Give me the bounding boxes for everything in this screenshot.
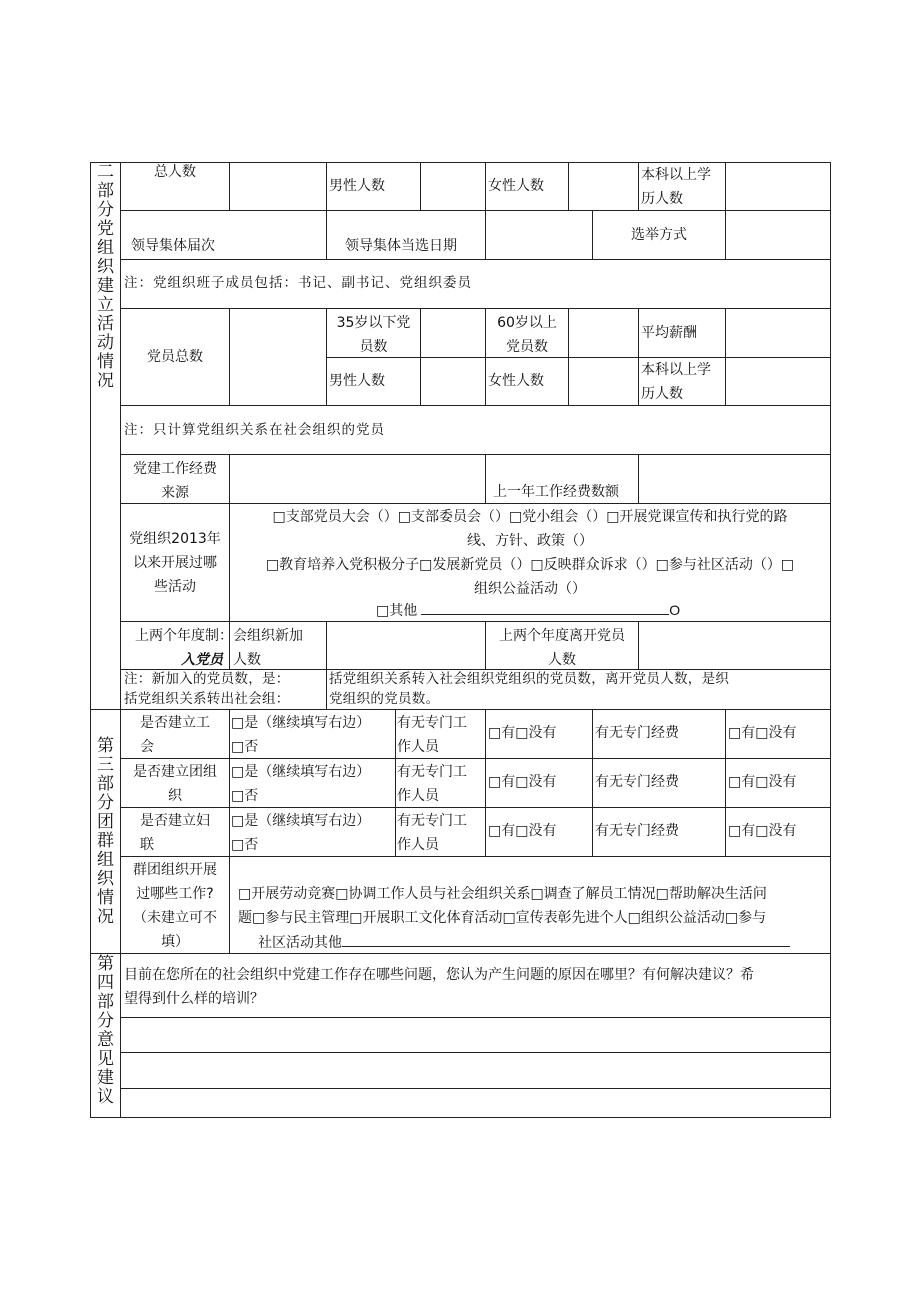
male-count-label: 男性人数 bbox=[329, 178, 385, 194]
note-left-line2: 括党组织关系转出社会组： bbox=[124, 691, 290, 707]
union-label bbox=[121, 711, 229, 759]
women-fed-fund-label: 有无专门经费 bbox=[595, 823, 679, 839]
group-work-line1-opts[interactable]: □开展劳动竞赛□协调工作人员与社会组织关系□调查了解员工情况□帮助解决生活问 bbox=[238, 886, 767, 902]
union-no-checkbox[interactable]: □否 bbox=[231, 739, 259, 755]
row-line bbox=[120, 259, 831, 260]
new-members-line2b: 人数 bbox=[233, 652, 261, 668]
activities-other-blank[interactable] bbox=[421, 598, 669, 615]
youth-league-yes-checkbox[interactable]: □是（继续填写右边） bbox=[231, 764, 371, 780]
col-line bbox=[485, 162, 486, 210]
female-count-field[interactable] bbox=[569, 163, 638, 210]
bachelor-count-field[interactable] bbox=[726, 163, 830, 210]
group-work-line4: 填） bbox=[161, 934, 189, 950]
member-change-note-left bbox=[124, 669, 326, 709]
group-work-line3: （未建立可不 bbox=[133, 910, 217, 926]
last-year-fund-label: 上一年工作经费数额 bbox=[493, 484, 619, 500]
women-staff-line1: 有无专门工 bbox=[397, 813, 467, 829]
under35-label-line2: 员数 bbox=[359, 339, 388, 355]
note-right-line2: 党组织的党员数。 bbox=[329, 691, 440, 707]
col-line bbox=[326, 669, 327, 709]
activities-label-line2: 以来开展过哪 bbox=[133, 555, 217, 571]
group-work-other-blank[interactable] bbox=[342, 930, 790, 947]
women-fed-choice[interactable] bbox=[231, 809, 395, 857]
left-members-field[interactable] bbox=[639, 622, 830, 669]
fund-source-line2: 来源 bbox=[161, 485, 189, 501]
union-choice[interactable] bbox=[231, 711, 395, 759]
member-bachelor-line1: 本科以上学 bbox=[641, 362, 711, 378]
youth-staff-line2: 作人员 bbox=[397, 788, 439, 804]
group-work-options[interactable] bbox=[232, 882, 828, 955]
last-year-fund-field[interactable] bbox=[639, 455, 830, 503]
youth-league-fund-label: 有无专门经费 bbox=[595, 774, 679, 790]
opinion-answer-line-2[interactable] bbox=[121, 1053, 830, 1088]
leader-term-label: 领导集体届次 bbox=[131, 238, 215, 254]
col-line bbox=[229, 856, 230, 953]
group-work-line2: 过哪些工作? bbox=[136, 886, 214, 902]
table-right-border bbox=[830, 162, 831, 1118]
election-method-field[interactable] bbox=[726, 211, 830, 259]
col-line bbox=[485, 709, 486, 856]
left-members-line2: 人数 bbox=[548, 652, 576, 668]
women-fed-staff-choice[interactable]: □有□没有 bbox=[488, 823, 557, 839]
member-bachelor-line2: 历人数 bbox=[641, 386, 683, 402]
youth-league-choice[interactable] bbox=[231, 760, 395, 808]
fund-source-field[interactable] bbox=[230, 455, 485, 503]
activities-other-checkbox[interactable]: □其他 bbox=[376, 603, 418, 619]
group-work-other-label: 社区活动其他 bbox=[258, 935, 342, 951]
avg-salary-field[interactable] bbox=[726, 309, 830, 357]
women-fed-staff-label bbox=[397, 809, 485, 857]
activities-line3[interactable]: □教育培养入党积极分子□发展新党员（）□反映群众诉求（）□参与社区活动（）□ bbox=[265, 557, 795, 573]
activities-other[interactable] bbox=[376, 598, 696, 623]
union-staff-line1: 有无专门工 bbox=[397, 715, 467, 731]
under35-field[interactable] bbox=[421, 309, 485, 357]
union-label-line1: 是否建立工 bbox=[140, 715, 210, 731]
section-4-label: 第四部分意见建议 bbox=[97, 954, 114, 1107]
youth-league-label bbox=[121, 760, 229, 808]
bachelor-count-label bbox=[641, 163, 725, 211]
member-male-field[interactable] bbox=[421, 358, 485, 405]
group-work-line1: 群团组织开展 bbox=[133, 862, 217, 878]
col-line bbox=[592, 709, 593, 856]
union-label-line2: 会 bbox=[140, 739, 154, 755]
female-count-label: 女性人数 bbox=[488, 178, 544, 194]
activities-line4[interactable]: 组织公益活动（） bbox=[474, 581, 586, 597]
women-fed-line1: 是否建立妇 bbox=[140, 813, 210, 829]
col-line bbox=[229, 503, 230, 621]
member-female-field[interactable] bbox=[569, 358, 638, 405]
women-fed-line2: 联 bbox=[140, 837, 154, 853]
opinion-question-line1: 目前在您所在的社会组织中党建工作存在哪些问题，您认为产生问题的原因在哪里？有何解决建议？希 bbox=[124, 967, 754, 983]
member-bachelor-label bbox=[641, 358, 725, 406]
union-staff-line2: 作人员 bbox=[397, 739, 439, 755]
table-bottom-border bbox=[90, 1117, 831, 1118]
youth-league-fund-choice[interactable]: □有□没有 bbox=[728, 774, 797, 790]
new-members-line2a: 入党员 bbox=[181, 652, 223, 668]
col-line bbox=[229, 709, 230, 856]
col-line bbox=[326, 210, 327, 259]
youth-league-line1: 是否建立团组 bbox=[133, 764, 217, 780]
opinion-question-line2: 望得到什么样的培训？ bbox=[124, 991, 264, 1007]
activities-label-line1: 党组织2013年 bbox=[129, 531, 221, 547]
col-line bbox=[326, 162, 327, 210]
party-committee-note: 注：党组织班子成员包括：书记、副书记、党组织委员 bbox=[124, 275, 472, 291]
women-fed-yes-checkbox[interactable]: □是（继续填写右边） bbox=[231, 813, 371, 829]
fund-source-label bbox=[121, 457, 229, 505]
women-fed-label bbox=[121, 809, 229, 857]
women-staff-line2: 作人员 bbox=[397, 837, 439, 853]
new-members-field[interactable] bbox=[327, 622, 485, 669]
union-fund-label: 有无专门经费 bbox=[595, 725, 679, 741]
under35-label-line1: 35岁以下党 bbox=[336, 315, 411, 331]
union-staff-label bbox=[397, 711, 485, 759]
women-fed-fund-choice[interactable]: □有□没有 bbox=[728, 823, 797, 839]
col-line bbox=[725, 709, 726, 856]
left-members-label bbox=[486, 624, 638, 672]
election-method-label: 选举方式 bbox=[631, 227, 687, 243]
activities-line1[interactable]: □支部党员大会（）□支部委员会（）□党小组会（）□开展党课宣传和执行党的路 bbox=[272, 509, 788, 525]
party-member-total-label: 党员总数 bbox=[147, 349, 203, 365]
party-member-total-field[interactable] bbox=[230, 309, 326, 405]
total-count-field[interactable] bbox=[230, 163, 326, 210]
over60-label-line2: 党员数 bbox=[506, 339, 548, 355]
opinion-question bbox=[124, 963, 828, 1011]
avg-salary-label: 平均薪酬 bbox=[641, 325, 697, 341]
bachelor-label-line2: 历人数 bbox=[641, 191, 683, 207]
youth-league-no-checkbox[interactable]: □否 bbox=[231, 788, 259, 804]
opinion-answer-line-1[interactable] bbox=[121, 1018, 830, 1052]
col-line bbox=[638, 162, 639, 210]
male-count-field[interactable] bbox=[421, 163, 485, 210]
new-members-label bbox=[121, 624, 331, 672]
over60-field[interactable] bbox=[569, 309, 638, 357]
group-work-label bbox=[121, 858, 229, 954]
group-work-line2-opts[interactable]: 题□参与民主管理□开展职工文化体育活动□宣传表彰先进个人□组织公益活动□参与 bbox=[238, 910, 767, 926]
fund-source-line1: 党建工作经费 bbox=[133, 461, 217, 477]
col-line bbox=[638, 308, 639, 405]
over60-label bbox=[486, 311, 568, 359]
section-divider bbox=[90, 709, 831, 710]
youth-league-staff-label bbox=[397, 760, 485, 808]
member-female-label: 女性人数 bbox=[488, 373, 544, 389]
col-line bbox=[395, 709, 396, 856]
section-3-label: 第三部分团群组织情况 bbox=[97, 736, 114, 927]
opinion-answer-line-3[interactable] bbox=[121, 1089, 830, 1117]
new-members-line1: 上两个年度制：会组织新加 bbox=[135, 628, 303, 644]
activities-options[interactable] bbox=[232, 505, 828, 601]
member-bachelor-field[interactable] bbox=[726, 358, 830, 405]
over60-label-line1: 60岁以上 bbox=[497, 315, 557, 331]
union-yes-checkbox[interactable]: □是（继续填写右边） bbox=[231, 715, 371, 731]
bachelor-label-line1: 本科以上学 bbox=[641, 167, 711, 183]
party-member-note: 注：只计算党组织关系在社会组织的党员 bbox=[124, 422, 385, 438]
total-count-label: 总人数 bbox=[154, 164, 196, 180]
activities-line2[interactable]: 线、方针、政策（） bbox=[467, 533, 593, 549]
activities-other-end: O bbox=[669, 602, 681, 618]
union-staff-choice[interactable]: □有□没有 bbox=[488, 725, 557, 741]
left-members-line1: 上两个年度离开党员 bbox=[499, 628, 625, 644]
group-work-line3-opts[interactable] bbox=[232, 930, 828, 955]
youth-league-line2: 织 bbox=[168, 788, 182, 804]
leader-date-label: 领导集体当选日期 bbox=[345, 238, 457, 254]
activities-label bbox=[121, 527, 229, 599]
youth-league-staff-choice[interactable]: □有□没有 bbox=[488, 774, 557, 790]
leader-date-field[interactable] bbox=[486, 211, 592, 259]
member-male-label: 男性人数 bbox=[329, 373, 385, 389]
activities-label-line3: 些活动 bbox=[154, 579, 196, 595]
col-line bbox=[485, 454, 486, 503]
union-fund-choice[interactable]: □有□没有 bbox=[728, 725, 797, 741]
youth-staff-line1: 有无专门工 bbox=[397, 764, 467, 780]
note-left-line1: 注：新加入的党员数，是： bbox=[124, 671, 290, 687]
note-right-line1: 括党组织关系转入社会组织党组织的党员数，离开党员人数，是织 bbox=[329, 671, 730, 687]
under35-label bbox=[327, 311, 420, 359]
section-2-label: 二部分党组织建立活动情况 bbox=[97, 162, 114, 391]
women-fed-no-checkbox[interactable]: □否 bbox=[231, 837, 259, 853]
member-change-note-right bbox=[329, 669, 829, 709]
